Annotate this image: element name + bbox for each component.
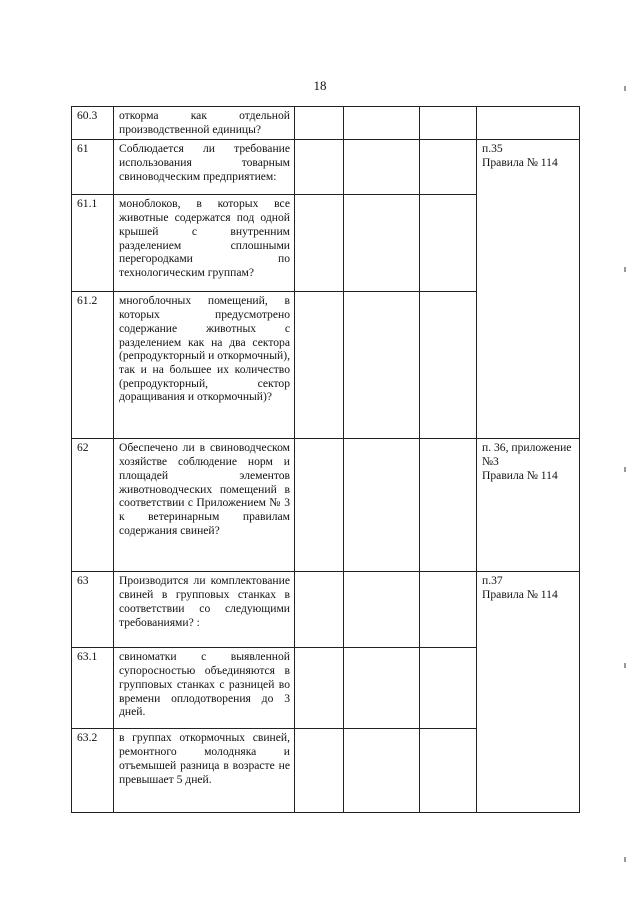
answer-cell-na — [420, 107, 477, 140]
table-row — [72, 439, 580, 572]
row-number: 61 — [72, 140, 114, 195]
scan-edge-mark — [624, 86, 626, 91]
answer-cell-yes — [295, 107, 344, 140]
reference-line: Правила № 114 — [482, 588, 558, 602]
answer-cell-na — [420, 292, 477, 439]
question-text: моноблоков, в которых все животные содержатся под одной крышей с внутренним разделением сплошными перегородками по технологическим группам? — [114, 195, 295, 292]
answer-cell-no — [344, 140, 420, 195]
answer-cell-yes — [295, 292, 344, 439]
answer-cell-yes — [295, 439, 344, 572]
row-number: 62 — [72, 439, 114, 572]
question-text: Производится ли комплектование свиней в групповых станках в соответствии со следующими требованиями? : — [114, 572, 295, 648]
reference-line: Правила № 114 — [482, 468, 558, 482]
answer-cell-no — [344, 195, 420, 292]
row-number: 63.2 — [72, 729, 114, 813]
row-number: 63.1 — [72, 648, 114, 729]
reference-cell — [477, 439, 580, 572]
answer-cell-yes — [295, 648, 344, 729]
question-text: свиноматки с выявленной супоросностью объединяются в групповых станках с разницей во времени оплодотворения до 3 дней. — [114, 648, 295, 729]
question-text: многоблочных помещений, в которых предусмотрено содержание животных с разделением как на два сектора (репродукторный и откормочный), так и на большее их количество (репродукторный, сектор доращивания и откормочный)? — [114, 292, 295, 439]
table-row — [72, 572, 580, 648]
answer-cell-no — [344, 648, 420, 729]
row-number: 61.1 — [72, 195, 114, 292]
answer-cell-na — [420, 648, 477, 729]
page-number: 18 — [313, 78, 327, 93]
answer-cell-yes — [295, 195, 344, 292]
reference-line: п. 36, приложение — [482, 441, 572, 455]
reference-line: п.37 — [482, 574, 503, 588]
question-text: в группах откормочных свиней, ремонтного молодняка и отъемышей разница в возрасте не превышает 5 дней. — [114, 729, 295, 813]
question-text: Обеспечено ли в свиноводческом хозяйстве соблюдение норм и площадей элементов животноводческих помещений в соответствии с Приложением № 3 к ветеринарным правилам содержания свиней? — [114, 439, 295, 572]
answer-cell-yes — [295, 729, 344, 813]
question-text: откорма как отдельной производственной единицы? — [114, 107, 295, 140]
row-number: 60.3 — [72, 107, 114, 140]
question-text: Соблюдается ли требование использования товарным свиноводческим предприятием: — [114, 140, 295, 195]
answer-cell-no — [344, 292, 420, 439]
reference-cell — [477, 107, 580, 140]
reference-line: Правила № 114 — [482, 156, 558, 170]
answer-cell-yes — [295, 140, 344, 195]
row-number: 63 — [72, 572, 114, 648]
reference-cell — [477, 140, 580, 439]
answer-cell-na — [420, 439, 477, 572]
table-row — [72, 107, 580, 140]
answer-cell-na — [420, 729, 477, 813]
answer-cell-na — [420, 572, 477, 648]
answer-cell-yes — [295, 572, 344, 648]
answer-cell-no — [344, 572, 420, 648]
reference-line: №3 — [482, 455, 499, 469]
checklist-table — [71, 106, 580, 813]
reference-line: п.35 — [482, 142, 503, 156]
scan-edge-mark — [624, 267, 626, 272]
answer-cell-no — [344, 107, 420, 140]
table-row — [72, 140, 580, 195]
answer-cell-no — [344, 729, 420, 813]
answer-cell-na — [420, 195, 477, 292]
row-number: 61.2 — [72, 292, 114, 439]
scan-edge-mark — [624, 467, 626, 472]
scan-edge-mark — [624, 663, 626, 668]
answer-cell-no — [344, 439, 420, 572]
reference-cell — [477, 572, 580, 813]
answer-cell-na — [420, 140, 477, 195]
scan-edge-mark — [624, 857, 626, 862]
